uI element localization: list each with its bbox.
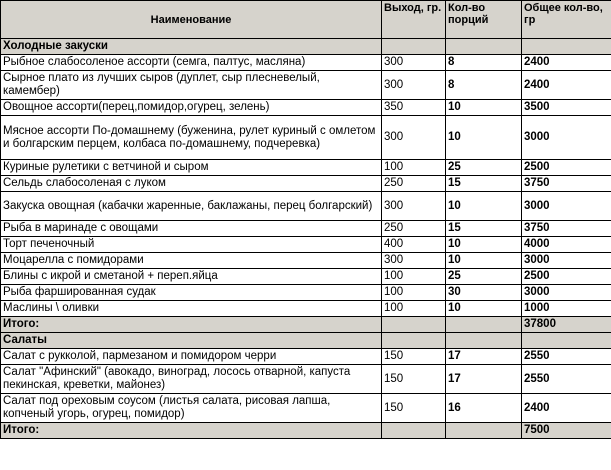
table-row — [1, 301, 611, 317]
dish-total: 2500 — [522, 269, 611, 285]
dish-total: 2550 — [522, 349, 611, 365]
total-filler — [382, 317, 446, 333]
table-header-row — [1, 1, 611, 39]
dish-name: Овощное ассорти(перец,помидор,огурец, зелень) — [1, 100, 382, 116]
dish-portions: 25 — [446, 160, 522, 176]
section-filler — [446, 333, 522, 349]
total-value: 7500 — [522, 423, 611, 439]
dish-portions: 17 — [446, 365, 522, 394]
dish-total: 3000 — [522, 192, 611, 221]
dish-total: 3750 — [522, 221, 611, 237]
table-row — [1, 253, 611, 269]
dish-output: 100 — [382, 160, 446, 176]
dish-output: 250 — [382, 176, 446, 192]
section-filler — [522, 39, 611, 55]
dish-total: 2400 — [522, 55, 611, 71]
dish-total: 3500 — [522, 100, 611, 116]
dish-output: 250 — [382, 221, 446, 237]
total-filler — [382, 423, 446, 439]
table-row — [1, 237, 611, 253]
dish-name: Сырное плато из лучших сыров (дуплет, сыр плесневелый, камембер) — [1, 71, 382, 100]
total-filler — [446, 317, 522, 333]
table-row — [1, 116, 611, 160]
section-title: Холодные закуски — [1, 39, 382, 55]
total-row — [1, 423, 611, 439]
table-row — [1, 176, 611, 192]
dish-name: Мясное ассорти По-домашнему (буженина, рулет куриный с омлетом и болгарским перцем, колбаса по-домашнему, подчеревка) — [1, 116, 382, 160]
dish-name: Рыбное слабосоленое ассорти (семга, палтус, масляна) — [1, 55, 382, 71]
dish-portions: 17 — [446, 349, 522, 365]
dish-name: Салат под ореховым соусом (листья салата, рисовая лапша, копченый угорь, огурец, помидор) — [1, 394, 382, 423]
dish-total: 1000 — [522, 301, 611, 317]
dish-name: Салат с рукколой, пармезаном и помидором черри — [1, 349, 382, 365]
dish-output: 150 — [382, 365, 446, 394]
total-label: Итого: — [1, 423, 382, 439]
dish-name: Сельдь слабосоленая с луком — [1, 176, 382, 192]
dish-name: Моцарелла с помидорами — [1, 253, 382, 269]
dish-name: Куриные рулетики с ветчиной и сыром — [1, 160, 382, 176]
total-value: 37800 — [522, 317, 611, 333]
dish-portions: 8 — [446, 55, 522, 71]
table-row — [1, 55, 611, 71]
dish-name: Блины с икрой и сметаной + переп.яйца — [1, 269, 382, 285]
dish-output: 150 — [382, 349, 446, 365]
table-row — [1, 269, 611, 285]
dish-name: Рыба фаршированная судак — [1, 285, 382, 301]
dish-output: 300 — [382, 192, 446, 221]
total-label: Итого: — [1, 317, 382, 333]
table-row — [1, 221, 611, 237]
dish-output: 300 — [382, 71, 446, 100]
section-row — [1, 333, 611, 349]
dish-total: 2500 — [522, 160, 611, 176]
dish-output: 350 — [382, 100, 446, 116]
table-row — [1, 285, 611, 301]
dish-output: 300 — [382, 55, 446, 71]
dish-portions: 10 — [446, 100, 522, 116]
dish-name: Закуска овощная (кабачки жаренные, баклажаны, перец болгарский) — [1, 192, 382, 221]
table-row — [1, 100, 611, 116]
dish-total: 2550 — [522, 365, 611, 394]
dish-name: Рыба в маринаде с овощами — [1, 221, 382, 237]
dish-portions: 10 — [446, 192, 522, 221]
dish-output: 100 — [382, 285, 446, 301]
table-row — [1, 192, 611, 221]
table-row — [1, 349, 611, 365]
dish-output: 300 — [382, 253, 446, 269]
total-row — [1, 317, 611, 333]
column-header-total: Общее кол-во, гр — [522, 1, 611, 39]
dish-output: 300 — [382, 116, 446, 160]
table-row — [1, 160, 611, 176]
section-title: Салаты — [1, 333, 382, 349]
dish-name: Салат "Афинский" (авокадо, виноград, лосось отварной, капуста пекинская, креветки, майонез) — [1, 365, 382, 394]
column-header-portions: Кол-во порций — [446, 1, 522, 39]
dish-total: 3750 — [522, 176, 611, 192]
table-row — [1, 71, 611, 100]
dish-total: 2400 — [522, 394, 611, 423]
column-header-name: Наименование — [1, 1, 382, 39]
dish-portions: 10 — [446, 301, 522, 317]
dish-total: 3000 — [522, 285, 611, 301]
section-filler — [382, 333, 446, 349]
dish-portions: 16 — [446, 394, 522, 423]
dish-output: 100 — [382, 269, 446, 285]
dish-portions: 25 — [446, 269, 522, 285]
dish-output: 400 — [382, 237, 446, 253]
dish-portions: 15 — [446, 221, 522, 237]
section-filler — [446, 39, 522, 55]
dish-portions: 10 — [446, 237, 522, 253]
table-row — [1, 365, 611, 394]
dish-portions: 8 — [446, 71, 522, 100]
dish-total: 2400 — [522, 71, 611, 100]
column-header-output: Выход, гр. — [382, 1, 446, 39]
dish-portions: 15 — [446, 176, 522, 192]
dish-total: 3000 — [522, 253, 611, 269]
section-row — [1, 39, 611, 55]
total-filler — [446, 423, 522, 439]
dish-name: Торт печеночный — [1, 237, 382, 253]
dish-portions: 30 — [446, 285, 522, 301]
dish-total: 3000 — [522, 116, 611, 160]
table-body — [1, 39, 611, 439]
dish-portions: 10 — [446, 116, 522, 160]
dish-total: 4000 — [522, 237, 611, 253]
dish-name: Маслины \ оливки — [1, 301, 382, 317]
dish-output: 150 — [382, 394, 446, 423]
section-filler — [522, 333, 611, 349]
dish-output: 100 — [382, 301, 446, 317]
section-filler — [382, 39, 446, 55]
table-row — [1, 394, 611, 423]
dish-portions: 10 — [446, 253, 522, 269]
